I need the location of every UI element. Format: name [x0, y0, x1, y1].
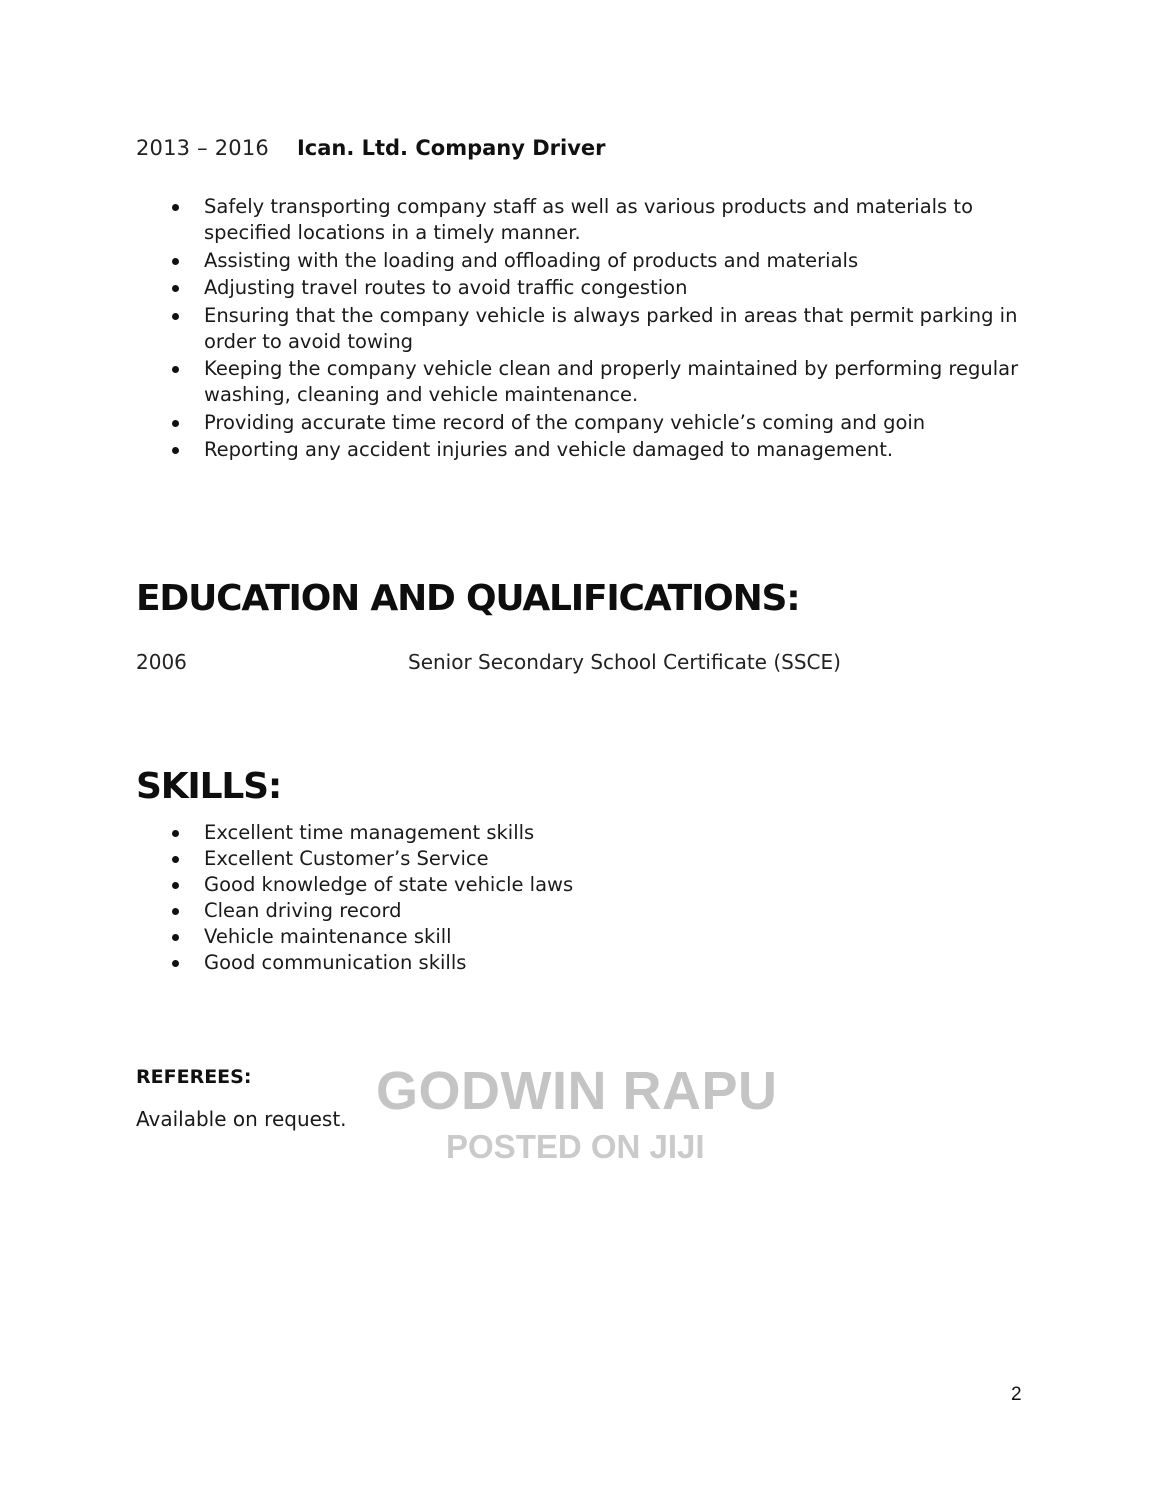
job-header [136, 136, 606, 160]
list-item: Clean driving record [170, 898, 770, 924]
list-item: Good knowledge of state vehicle laws [170, 872, 770, 898]
referees-text: Available on request. [136, 1107, 347, 1131]
list-item: Adjusting travel routes to avoid traffic congestion [170, 275, 1040, 301]
list-item: Keeping the company vehicle clean and properly maintained by performing regular washing, cleaning and vehicle maintenance. [170, 356, 1040, 408]
watermark-name: GODWIN RAPU [376, 1061, 778, 1121]
list-item: Excellent time management skills [170, 820, 770, 846]
list-item: Good communication skills [170, 950, 770, 976]
list-item: Ensuring that the company vehicle is always parked in areas that permit parking in order to avoid towing [170, 303, 1040, 355]
page-number: 2 [1011, 1384, 1022, 1405]
job-years: 2013 – 2016 [136, 136, 269, 160]
list-item: Excellent Customer’s Service [170, 846, 770, 872]
education-qualification: Senior Secondary School Certificate (SSCE) [408, 650, 841, 674]
skills-list [170, 820, 770, 976]
skills-heading: SKILLS: [136, 766, 282, 807]
list-item: Providing accurate time record of the company vehicle’s coming and goin [170, 410, 1040, 436]
education-row [136, 650, 841, 674]
education-year: 2006 [136, 650, 187, 674]
job-duties-list [170, 194, 1040, 465]
education-heading: EDUCATION AND QUALIFICATIONS: [136, 578, 800, 619]
list-item: Vehicle maintenance skill [170, 924, 770, 950]
list-item: Reporting any accident injuries and vehicle damaged to management. [170, 437, 1040, 463]
watermark-subtitle: POSTED ON JIJI [446, 1128, 705, 1165]
referees-heading: REFEREES: [136, 1066, 252, 1088]
job-title: Ican. Ltd. Company Driver [296, 136, 606, 160]
list-item: Safely transporting company staff as well as various products and materials to specified locations in a timely manner. [170, 194, 1040, 246]
list-item: Assisting with the loading and offloading of products and materials [170, 248, 1040, 274]
